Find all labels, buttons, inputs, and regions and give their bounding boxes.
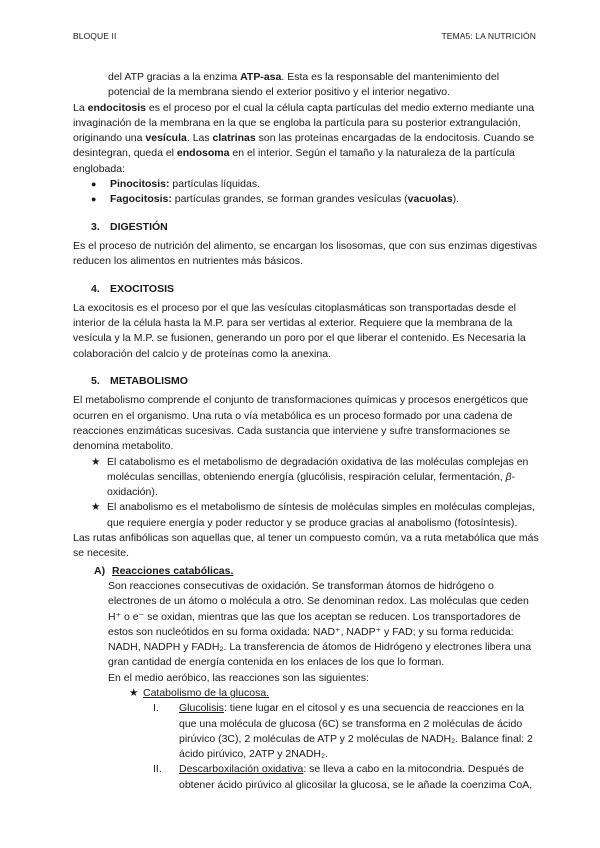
star-bullet-icon: ★ — [129, 686, 139, 699]
reacciones-paragraph: Son reacciones consecutivas de oxidación. Se transforman átomos de hidrógeno o electrones de un átomo o molécula a otro. Se denominan redox. Las moléculas que ceden H⁺ o e⁻ se oxidan, mientras que las que los aceptan se reducen. Los transportadores de estos son nucleótidos en su forma oxidada: NAD⁺, NADP⁺ y FAD; y su forma reducida: NADH, NADPH y FADH₂. La transferencia de átomos de Hidrógeno y electrones libera una gran cantidad de energía contenida en los enlaces de los que lo forman. — [108, 579, 532, 669]
anfibolicas-paragraph: Las rutas anfibólicas son aquellas que, al tener un compuesto común, va a ruta metabólica que más se necesite. — [73, 532, 539, 560]
list-item: ● Pinocitosis: partículas líquidas. — [73, 177, 543, 192]
document-body — [73, 70, 543, 793]
list-item: I. Glucolisis: tiene lugar en el citosol y es una secuencia de reacciones en la que una molécula de glucosa (6C) se transforma en 2 moléculas de ácido pirúvico (3C), 2 moléculas de ATP y 2 moléculas de NADH₂. Balance final: 2 ácido pirúvico, 2ATP y 2NADH₂. — [153, 702, 533, 761]
aerobico-paragraph: En el medio aeróbico, las reacciones son las siguientes: — [108, 671, 369, 684]
subsubsection-heading: ★ Catabolismo de la glucosa. — [73, 686, 543, 701]
list-item: ● Fagocitosis: partículas grandes, se forman grandes vesículas (vacuolas). — [73, 192, 543, 207]
atp-asa-term: ATP-asa — [240, 71, 282, 83]
header-topic: TEMA5: LA NUTRICIÓN — [441, 31, 536, 41]
intro-continuation: del ATP gracias a la enzima ATP-asa. Esta es la responsable del mantenimiento del potencial de la membrana siendo el exterior positivo y el interior negativo. — [108, 71, 500, 99]
star-bullet-icon: ★ — [91, 455, 101, 468]
list-item: ★ El anabolismo es el metabolismo de síntesis de moléculas simples en moléculas complejas, que requiere energía y poder reductor y se produce gracias al anabolismo (fotosíntesis). — [73, 500, 543, 531]
section-heading-metabolismo: 5. METABOLISMO — [91, 375, 188, 388]
star-bullet-icon: ★ — [91, 501, 101, 514]
endocitosis-paragraph: La endocitosis es el proceso por el cual la célula capta partículas del medio externo mediante una invaginación de la membrana en la que se engloba la partícula para su posterior extrangulación, originando una vesícula. Las clatrinas son las proteínas encargadas de la endocitosis. Cuando se desintegran, queda el endosoma en el interior. Según el tamaño y la naturaleza de la partícula englobada: — [73, 101, 535, 175]
bullet-dot-icon: ● — [91, 179, 97, 190]
list-item: ★ El catabolismo es el metabolismo de degradación oxidativa de las moléculas complejas en moléculas sencillas, obteniendo energía (glucólisis, respiración celular, fermentación, β-oxidación). — [73, 455, 543, 501]
list-item: II. Descarboxilación oxidativa: se lleva a cabo en la mitocondria. Después de obtener ácido pirúvico al glicosilar la glucosa, se le añade la coenzima CoA, — [153, 763, 533, 791]
exocitosis-paragraph: La exocitosis es el proceso por el que las vesículas citoplasmáticas son transportadas desde el interior de la célula hasta la M.P. para ser vertidas al exterior. Requiere que la membrana de la vesícula y la M.P. se fusionen, generando un poro por el que liberar el contenido. Es Necesaria la colaboración del calcio y de proteínas como la anexina. — [73, 301, 526, 360]
subsection-heading-reacciones: A) Reacciones catabólicas. — [94, 564, 234, 577]
section-heading-digestion: 3. DIGESTIÓN — [91, 220, 168, 233]
bullet-dot-icon: ● — [91, 194, 97, 205]
header-block: BLOQUE II — [73, 31, 117, 41]
metabolismo-paragraph: El metabolismo comprende el conjunto de transformaciones químicas y procesos energéticos que ocurren en el organismo. Una ruta o vía metabólica es un proceso formado por una cadena de reacciones enzimáticas sucesivas. Cada sustancia que interviene y sufre transformaciones se denomina metabolito. — [73, 394, 529, 453]
section-heading-exocitosis: 4. EXOCITOSIS — [91, 282, 174, 295]
digestion-paragraph: Es el proceso de nutrición del alimento, se encargan los lisosomas, que con sus enzimas digestivas reducen los alimentos en nutrientes más básicos. — [73, 239, 537, 268]
